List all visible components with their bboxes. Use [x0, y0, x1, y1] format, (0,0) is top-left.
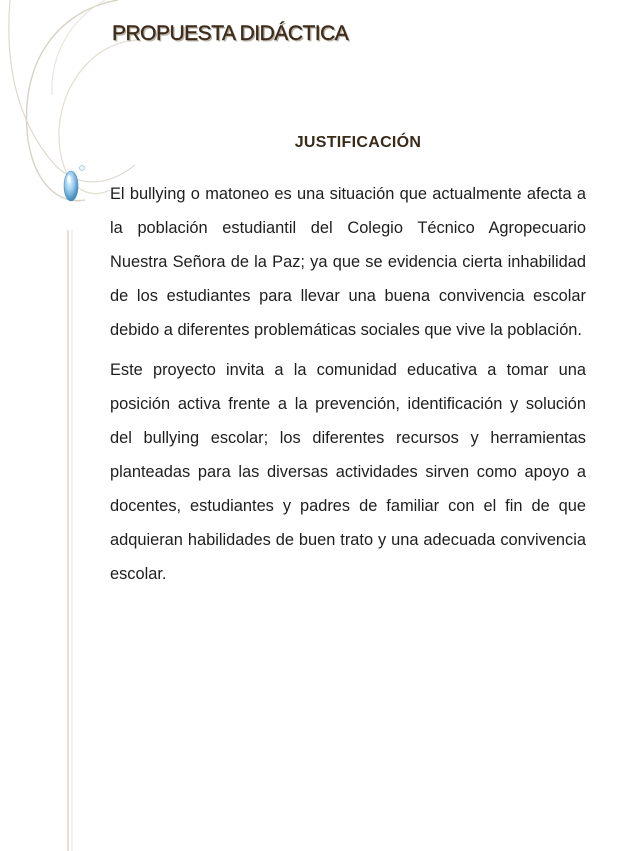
- small-ring-icon: [80, 166, 85, 171]
- slide-title: PROPUESTA DIDÁCTICA: [112, 22, 349, 45]
- body-paragraph: El bullying o matoneo es una situación que actualmente afecta a la población estudiantil del Colegio Técnico Agropecuario Nuestra Señora de la Paz; ya que se evidencia cierta inhabilidad de los estudiantes para llevar una buena convivencia escolar debido a diferentes problemáticas sociales que vive la población.: [110, 185, 586, 339]
- body-paragraph: Este proyecto invita a la comunidad educativa a tomar una posición activa frente a la prevención, identificación y solución del bullying escolar; los diferentes recursos y herramientas planteadas para las diversas actividades sirven como apoyo a docentes, estudiantes y padres de familiar con el fin de que adquieran habilidades de buen trato y una adecuada convivencia escolar.: [110, 361, 586, 583]
- blue-bead-icon: [64, 171, 78, 201]
- section-heading: JUSTIFICACIÓN: [294, 134, 422, 151]
- justification-section: [110, 134, 586, 597]
- bead-highlight-icon: [67, 175, 71, 183]
- swirl-arc-outer: [27, 0, 118, 201]
